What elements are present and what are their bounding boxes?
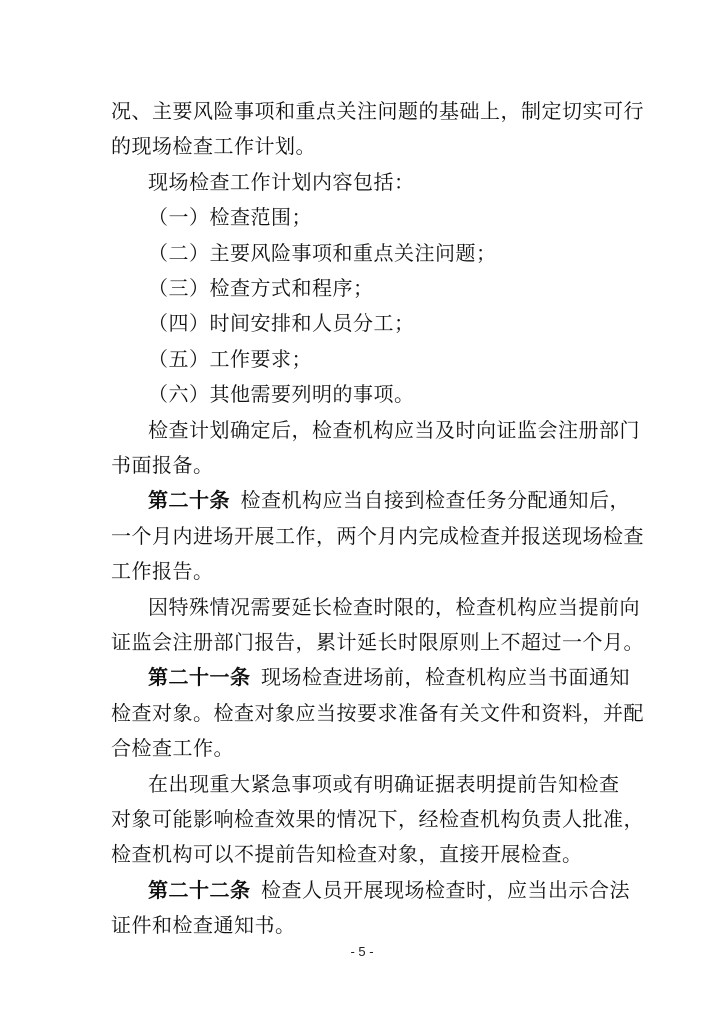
text-line-13: 一个月内进场开展工作，两个月内完成检查并报送现场检查 bbox=[111, 523, 644, 548]
article-22-heading: 第二十二条 bbox=[148, 877, 251, 902]
text-line-2: 的现场检查工作计划。 bbox=[111, 134, 316, 159]
list-item-2: （二）主要风险事项和重点关注问题； bbox=[148, 240, 497, 265]
text-line-19: 合检查工作。 bbox=[111, 736, 234, 761]
text-line-10: 检查计划确定后，检查机构应当及时向证监会注册部门 bbox=[148, 417, 640, 442]
text-line-21: 对象可能影响检查效果的情况下，经检查机构负责人批准， bbox=[111, 807, 644, 831]
text-line-1: 况、主要风险事项和重点关注问题的基础上，制定切实可行 bbox=[111, 99, 644, 123]
list-item-6: （六）其他需要列明的事项。 bbox=[148, 382, 415, 407]
article-22-text: 检查人员开展现场检查时，应当出示合法 bbox=[261, 877, 630, 902]
article-21-line bbox=[148, 664, 630, 690]
article-20-line bbox=[148, 487, 630, 513]
article-20-text: 检查机构应当自接到检查任务分配通知后， bbox=[240, 488, 630, 513]
article-20-heading: 第二十条 bbox=[148, 488, 230, 513]
list-item-1: （一）检查范围； bbox=[148, 205, 312, 230]
text-line-22: 检查机构可以不提前告知检查对象，直接开展检查。 bbox=[111, 842, 583, 867]
list-item-5: （五）工作要求； bbox=[148, 346, 312, 371]
article-21-heading: 第二十一条 bbox=[148, 665, 251, 690]
text-line-15: 因特殊情况需要延长检查时限的，检查机构应当提前向 bbox=[148, 594, 640, 619]
text-line-14: 工作报告。 bbox=[111, 559, 214, 584]
list-item-4: （四）时间安排和人员分工； bbox=[148, 311, 415, 336]
page-number: - 5 - bbox=[350, 944, 374, 959]
article-22-line bbox=[148, 877, 630, 903]
article-21-text: 现场检查进场前，检查机构应当书面通知 bbox=[261, 665, 630, 690]
list-item-3: （三）检查方式和程序； bbox=[148, 276, 374, 300]
text-line-3: 现场检查工作计划内容包括： bbox=[148, 169, 415, 194]
text-line-18: 检查对象。检查对象应当按要求准备有关文件和资料，并配 bbox=[111, 700, 644, 725]
text-line-11: 书面报备。 bbox=[111, 453, 214, 477]
text-line-20: 在出现重大紧急事项或有明确证据表明提前告知检查 bbox=[148, 771, 620, 796]
text-line-16: 证监会注册部门报告，累计延长时限原则上不超过一个月。 bbox=[111, 630, 644, 654]
text-line-24: 证件和检查通知书。 bbox=[111, 913, 296, 938]
